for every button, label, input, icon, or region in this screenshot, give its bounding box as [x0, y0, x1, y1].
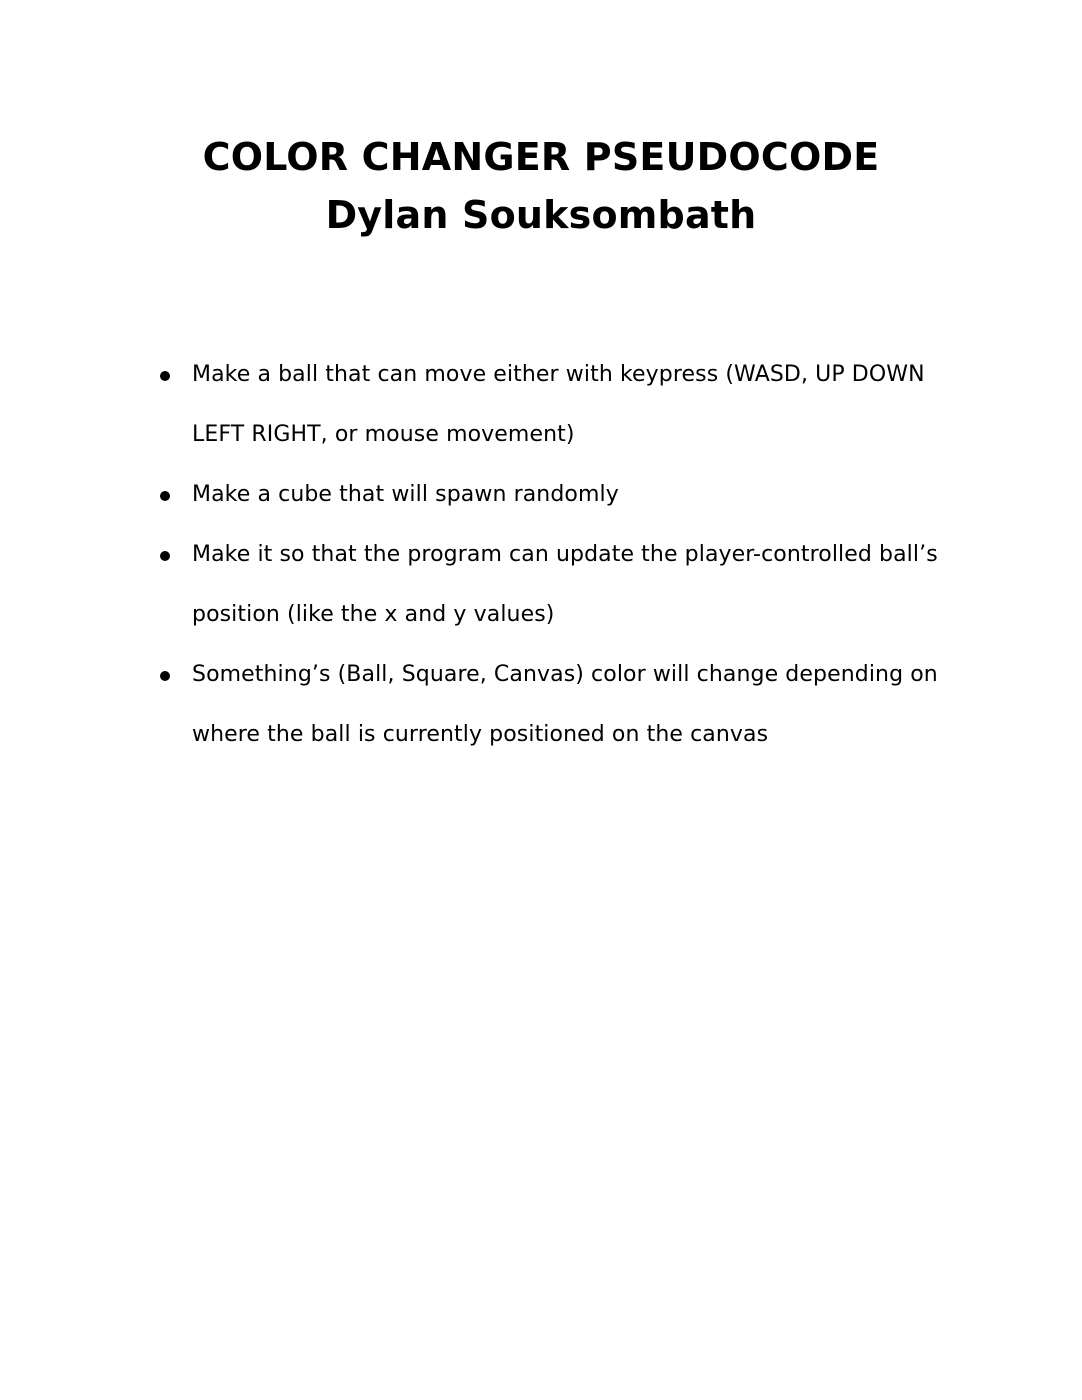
list-item	[158, 645, 958, 765]
bullet-icon	[160, 371, 170, 381]
title-block	[0, 128, 1082, 244]
bullet-text: Make a cube that will spawn randomly	[192, 482, 619, 507]
document-author: Dylan Souksombath	[325, 193, 757, 237]
list-item	[158, 465, 958, 525]
bullet-list	[158, 345, 958, 765]
bullet-icon	[160, 551, 170, 561]
bullet-text: Something’s (Ball, Square, Canvas) color will change depending on where the ball is currently positioned on the canvas	[192, 662, 938, 747]
document-title: COLOR CHANGER PSEUDOCODE	[202, 135, 880, 179]
list-item	[158, 525, 958, 645]
bullet-icon	[160, 671, 170, 681]
bullet-icon	[160, 491, 170, 501]
bullet-text: Make a ball that can move either with keypress (WASD, UP DOWN LEFT RIGHT, or mouse movement)	[192, 362, 925, 447]
bullet-text: Make it so that the program can update the player-controlled ball’s position (like the x and y values)	[192, 542, 938, 627]
list-item	[158, 345, 958, 465]
